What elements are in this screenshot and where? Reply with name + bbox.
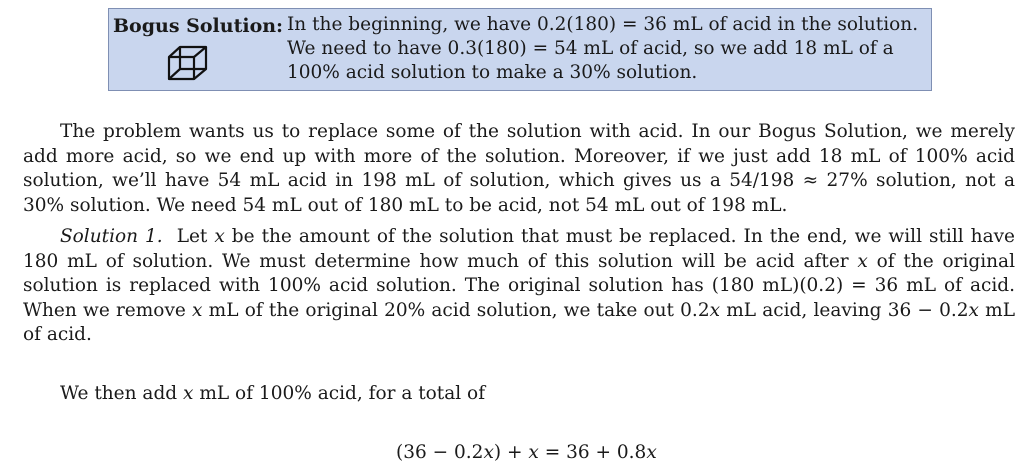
bogus-line: In the beginning, we have 0.2(180) = 36 mL of acid in the solution. [287,14,919,35]
paragraph-solution-1 [23,225,1015,348]
equation-fragment: (36 − 0.2 [396,442,484,463]
text-line [23,225,1015,250]
text-line: solution is replaced with 100% acid solution. The original solution has (180 mL)(0.2) = 36 mL of acid. [23,275,1015,296]
text-line: of acid. [23,324,92,345]
text-fragment: When we remove [23,299,193,321]
solution-heading: Solution 1. [60,226,163,247]
variable: x [183,383,194,404]
variable: x [528,442,539,463]
text-fragment: mL acid, leaving 36 − 0.2 [720,299,969,321]
text-fragment: mL [978,299,1016,321]
paragraph-problem-explanation [23,120,1015,218]
variable: x [214,226,225,247]
bogus-solution-label: Bogus Solution: [113,15,284,37]
bogus-solution-box [108,8,932,91]
text-fragment: mL of 100% acid, for a total of [193,383,486,404]
variable: x [709,299,721,321]
variable: x [646,442,657,463]
variable: x [483,442,494,463]
text-line: The problem wants us to replace some of the solution with acid. In our Bogus Solution, we merely [60,121,1015,142]
text-fragment: mL of the original 20% acid solution, we take out 0.2 [202,299,710,321]
text-fragment: be the amount of the solution that must be replaced. In the end, we will still have [224,226,1015,247]
cube-icon [166,44,210,82]
text-fragment: Let [176,226,215,247]
variable: x [857,250,868,272]
variable: x [192,299,203,321]
text-line: add more acid, so we end up with more of the solution. Moreover, if we just add 18 mL of 100% acid [23,145,1015,167]
equation-fragment: = 36 + 0.8 [538,442,647,463]
text-line [23,382,1015,407]
display-equation [396,441,657,465]
text-fragment: 180 mL of solution. We must determine how much of this solution will be acid after [23,250,858,272]
variable: x [968,299,979,321]
bogus-line: We need to have 0.3(180) = 54 mL of acid, so we add 18 mL of a [287,38,894,59]
text-fragment: of the original [867,250,1015,272]
equation-fragment: ) + [493,442,529,463]
paragraph-add-acid [23,382,1015,407]
text-line [23,299,1015,324]
text-line [23,250,1015,275]
text-fragment: We then add [60,383,184,404]
text-line: solution, we’ll have 54 mL acid in 198 mL of solution, which gives us a 54/198 ≈ 27% solution, not a [23,170,1015,191]
text-line: 30% solution. We need 54 mL out of 180 mL to be acid, not 54 mL out of 198 mL. [23,194,788,216]
bogus-line: 100% acid solution to make a 30% solution. [287,62,698,83]
bogus-solution-text [287,13,927,85]
